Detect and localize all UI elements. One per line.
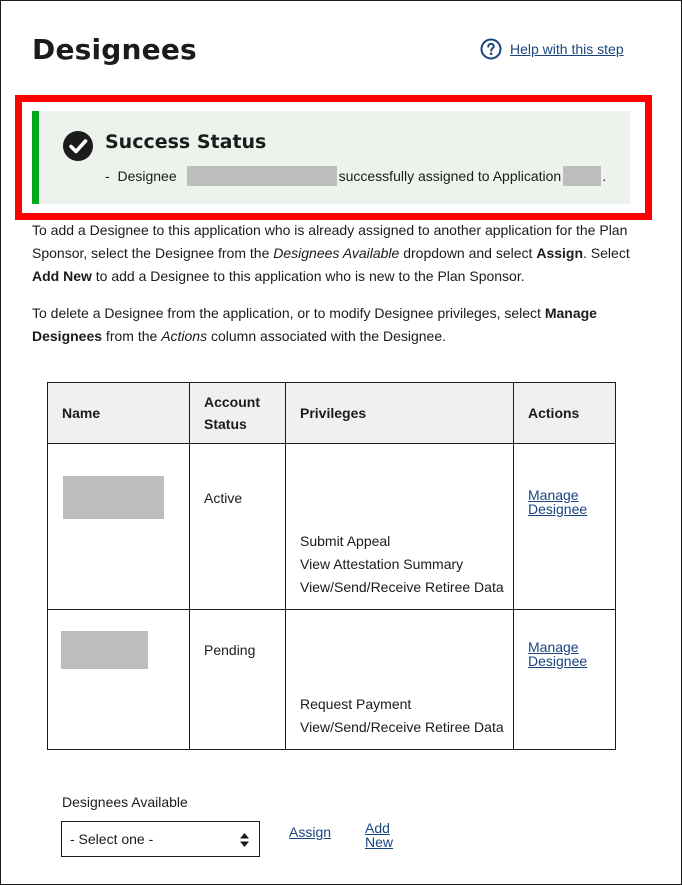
status-cell — [190, 444, 286, 610]
alert-suffix: . — [602, 168, 607, 184]
name-cell — [48, 444, 190, 610]
page-title: Designees — [32, 33, 197, 66]
privileges-list — [300, 693, 505, 739]
assign-link[interactable]: Assign — [289, 824, 332, 840]
designees-table — [47, 382, 616, 750]
redacted-application-id — [563, 166, 601, 186]
add-new-link[interactable]: Add New — [365, 820, 394, 850]
name-cell — [48, 610, 190, 750]
privileges-list — [300, 530, 505, 599]
help-link-label: Help with this step — [510, 41, 624, 57]
column-header-name: Name — [48, 383, 190, 444]
alert-bullet: - — [105, 168, 110, 184]
designees-available-label: Designees Available — [62, 794, 188, 810]
sort-arrows-icon — [240, 833, 249, 847]
alert-message — [105, 166, 606, 186]
redacted-name — [63, 476, 164, 519]
table-row — [48, 610, 616, 750]
privileges-cell — [286, 610, 514, 750]
alert-heading: Success Status — [105, 131, 267, 153]
manage-designee-link[interactable]: Manage Designee — [528, 487, 588, 517]
column-header-account-status: Account Status — [190, 383, 286, 444]
redacted-name — [61, 631, 148, 669]
privileges-cell — [286, 444, 514, 610]
account-status: Pending — [204, 642, 256, 658]
table-header-row — [48, 383, 616, 444]
privilege-item: Request Payment — [300, 696, 412, 712]
table-row — [48, 444, 616, 610]
select-value: - Select one - — [70, 831, 154, 847]
privilege-item: Submit Appeal — [300, 533, 391, 549]
privilege-item: View Attestation Summary — [300, 556, 464, 572]
help-link[interactable] — [480, 38, 624, 60]
manage-designee-link[interactable]: Manage Designee — [528, 639, 588, 669]
column-header-privileges: Privileges — [286, 383, 514, 444]
instructions-manage: To delete a Designee from the application, or to modify Designee privileges, select Manage Designees from the Actions column associated with the Designee. — [32, 305, 597, 344]
check-circle-icon — [62, 130, 94, 162]
status-cell — [190, 610, 286, 750]
column-header-actions: Actions — [514, 383, 616, 444]
designees-available-select[interactable] — [61, 821, 260, 857]
redacted-designee-name — [187, 166, 337, 186]
actions-cell — [514, 444, 616, 610]
privilege-item: View/Send/Receive Retiree Data — [300, 719, 504, 735]
question-circle-icon — [480, 38, 502, 60]
privilege-item: View/Send/Receive Retiree Data — [300, 579, 504, 595]
account-status: Active — [204, 490, 243, 506]
alert-prefix: Designee — [117, 168, 177, 184]
instructions-add: To add a Designee to this application who is already assigned to another application for the Plan Sponsor, select the Designee from the Designees Available dropdown and select Assign. Select Add New to add a Designee to this application who is new to the Plan Sponsor. — [32, 222, 630, 284]
success-alert — [32, 111, 630, 204]
alert-middle: successfully assigned to Application — [338, 168, 562, 184]
actions-cell — [514, 610, 616, 750]
